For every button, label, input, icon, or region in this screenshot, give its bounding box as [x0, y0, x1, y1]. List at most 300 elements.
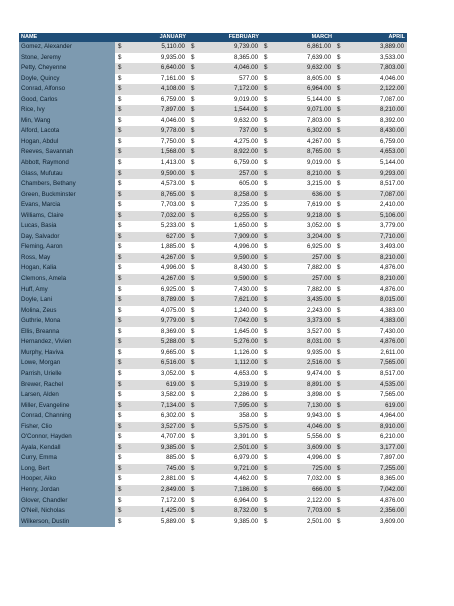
cell-currency-symbol: $ — [334, 137, 343, 148]
cell-currency-symbol: $ — [261, 95, 270, 106]
cell-currency-symbol: $ — [334, 358, 343, 369]
cell-jan-value: 8,369.00 — [124, 327, 188, 338]
cell-feb-value: 9,385.00 — [197, 517, 261, 528]
cell-feb-value: 4,046.00 — [197, 63, 261, 74]
cell-feb-value: 4,996.00 — [197, 242, 261, 253]
table-row — [19, 306, 407, 317]
cell-currency-symbol: $ — [115, 369, 124, 380]
cell-currency-symbol: $ — [188, 401, 197, 412]
cell-feb-value: 8,732.00 — [197, 506, 261, 517]
cell-currency-symbol: $ — [261, 453, 270, 464]
cell-mar-value: 636.00 — [270, 190, 334, 201]
cell-mar-value: 7,032.00 — [270, 474, 334, 485]
cell-name: Murphy, Haviva — [19, 348, 115, 359]
cell-apr-value: 6,210.00 — [343, 432, 407, 443]
cell-feb-value: 6,979.00 — [197, 453, 261, 464]
cell-feb-value: 7,172.00 — [197, 84, 261, 95]
cell-currency-symbol: $ — [334, 517, 343, 528]
cell-currency-symbol: $ — [261, 464, 270, 475]
table-row — [19, 285, 407, 296]
cell-apr-value: 3,493.00 — [343, 242, 407, 253]
cell-jan-value: 9,385.00 — [124, 443, 188, 454]
cell-currency-symbol: $ — [261, 485, 270, 496]
cell-currency-symbol: $ — [115, 158, 124, 169]
cell-jan-value: 4,707.00 — [124, 432, 188, 443]
cell-currency-symbol: $ — [261, 411, 270, 422]
cell-mar-value: 6,302.00 — [270, 126, 334, 137]
cell-currency-symbol: $ — [188, 137, 197, 148]
cell-currency-symbol: $ — [115, 443, 124, 454]
cell-feb-value: 7,235.00 — [197, 200, 261, 211]
table-row — [19, 496, 407, 507]
cell-currency-symbol: $ — [261, 443, 270, 454]
cell-feb-value: 257.00 — [197, 169, 261, 180]
cell-currency-symbol: $ — [188, 42, 197, 53]
cell-currency-symbol: $ — [115, 147, 124, 158]
cell-feb-value: 3,391.00 — [197, 432, 261, 443]
cell-currency-symbol: $ — [115, 84, 124, 95]
cell-apr-value: 2,356.00 — [343, 506, 407, 517]
cell-jan-value: 1,425.00 — [124, 506, 188, 517]
table-row — [19, 464, 407, 475]
table-row — [19, 337, 407, 348]
cell-feb-value: 7,430.00 — [197, 285, 261, 296]
cell-name: Doyle, Lani — [19, 295, 115, 306]
table-row — [19, 200, 407, 211]
cell-currency-symbol: $ — [334, 274, 343, 285]
cell-name: Stone, Jeremy — [19, 53, 115, 64]
table-row — [19, 358, 407, 369]
table-row — [19, 443, 407, 454]
cell-currency-symbol: $ — [334, 506, 343, 517]
cell-currency-symbol: $ — [261, 496, 270, 507]
cell-currency-symbol: $ — [188, 496, 197, 507]
table-row — [19, 105, 407, 116]
header-january: JANUARY — [115, 33, 188, 42]
cell-apr-value: 7,087.00 — [343, 95, 407, 106]
cell-apr-value: 7,710.00 — [343, 232, 407, 243]
cell-currency-symbol: $ — [188, 221, 197, 232]
cell-mar-value: 3,373.00 — [270, 316, 334, 327]
cell-feb-value: 8,430.00 — [197, 263, 261, 274]
cell-jan-value: 8,789.00 — [124, 295, 188, 306]
cell-currency-symbol: $ — [115, 401, 124, 412]
cell-currency-symbol: $ — [334, 95, 343, 106]
cell-currency-symbol: $ — [334, 53, 343, 64]
cell-currency-symbol: $ — [261, 200, 270, 211]
cell-feb-value: 9,739.00 — [197, 42, 261, 53]
cell-jan-value: 8,765.00 — [124, 190, 188, 201]
cell-currency-symbol: $ — [261, 390, 270, 401]
cell-currency-symbol: $ — [188, 190, 197, 201]
cell-name: Day, Salvador — [19, 232, 115, 243]
cell-currency-symbol: $ — [188, 337, 197, 348]
cell-jan-value: 6,925.00 — [124, 285, 188, 296]
cell-currency-symbol: $ — [261, 274, 270, 285]
cell-currency-symbol: $ — [334, 295, 343, 306]
table-row — [19, 295, 407, 306]
cell-apr-value: 4,964.00 — [343, 411, 407, 422]
cell-currency-symbol: $ — [261, 327, 270, 338]
header-row — [19, 33, 407, 42]
cell-feb-value: 605.00 — [197, 179, 261, 190]
cell-feb-value: 5,575.00 — [197, 422, 261, 433]
table-row — [19, 390, 407, 401]
table-row — [19, 411, 407, 422]
cell-name: Hogan, Kalia — [19, 263, 115, 274]
cell-name: Williams, Claire — [19, 211, 115, 222]
table-row — [19, 137, 407, 148]
cell-currency-symbol: $ — [188, 158, 197, 169]
cell-feb-value: 577.00 — [197, 74, 261, 85]
cell-currency-symbol: $ — [261, 158, 270, 169]
cell-apr-value: 8,392.00 — [343, 116, 407, 127]
cell-currency-symbol: $ — [115, 169, 124, 180]
cell-apr-value: 8,430.00 — [343, 126, 407, 137]
cell-currency-symbol: $ — [115, 42, 124, 53]
cell-name: Min, Wang — [19, 116, 115, 127]
table-row — [19, 221, 407, 232]
cell-currency-symbol: $ — [188, 485, 197, 496]
cell-currency-symbol: $ — [261, 295, 270, 306]
cell-jan-value: 4,267.00 — [124, 274, 188, 285]
cell-apr-value: 3,889.00 — [343, 42, 407, 53]
cell-apr-value: 2,122.00 — [343, 84, 407, 95]
cell-currency-symbol: $ — [115, 221, 124, 232]
cell-feb-value: 4,653.00 — [197, 369, 261, 380]
cell-currency-symbol: $ — [334, 422, 343, 433]
cell-currency-symbol: $ — [261, 432, 270, 443]
cell-mar-value: 7,703.00 — [270, 506, 334, 517]
cell-currency-symbol: $ — [115, 285, 124, 296]
cell-name: Lowe, Morgan — [19, 358, 115, 369]
cell-currency-symbol: $ — [115, 232, 124, 243]
table-row — [19, 147, 407, 158]
cell-currency-symbol: $ — [115, 200, 124, 211]
cell-jan-value: 7,161.00 — [124, 74, 188, 85]
header-march: MARCH — [261, 33, 334, 42]
cell-currency-symbol: $ — [115, 422, 124, 433]
cell-currency-symbol: $ — [334, 380, 343, 391]
cell-currency-symbol: $ — [188, 274, 197, 285]
cell-apr-value: 7,565.00 — [343, 390, 407, 401]
cell-currency-symbol: $ — [188, 253, 197, 264]
cell-jan-value: 4,996.00 — [124, 263, 188, 274]
cell-jan-value: 6,759.00 — [124, 95, 188, 106]
cell-feb-value: 9,590.00 — [197, 253, 261, 264]
cell-currency-symbol: $ — [334, 327, 343, 338]
cell-feb-value: 1,126.00 — [197, 348, 261, 359]
cell-jan-value: 3,527.00 — [124, 422, 188, 433]
cell-currency-symbol: $ — [334, 242, 343, 253]
cell-feb-value: 1,645.00 — [197, 327, 261, 338]
cell-currency-symbol: $ — [261, 358, 270, 369]
cell-mar-value: 6,861.00 — [270, 42, 334, 53]
cell-currency-symbol: $ — [188, 200, 197, 211]
cell-jan-value: 1,413.00 — [124, 158, 188, 169]
cell-currency-symbol: $ — [188, 179, 197, 190]
cell-currency-symbol: $ — [188, 348, 197, 359]
cell-currency-symbol: $ — [261, 137, 270, 148]
cell-feb-value: 7,186.00 — [197, 485, 261, 496]
cell-name: Gomez, Alexander — [19, 42, 115, 53]
table-row — [19, 517, 407, 528]
cell-currency-symbol: $ — [334, 84, 343, 95]
cell-mar-value: 9,943.00 — [270, 411, 334, 422]
cell-apr-value: 3,533.00 — [343, 53, 407, 64]
spreadsheet-table-region — [19, 33, 406, 527]
cell-currency-symbol: $ — [334, 285, 343, 296]
table-row — [19, 369, 407, 380]
cell-currency-symbol: $ — [115, 316, 124, 327]
cell-currency-symbol: $ — [334, 105, 343, 116]
cell-currency-symbol: $ — [115, 474, 124, 485]
cell-jan-value: 5,233.00 — [124, 221, 188, 232]
cell-currency-symbol: $ — [115, 327, 124, 338]
cell-currency-symbol: $ — [188, 169, 197, 180]
cell-currency-symbol: $ — [261, 517, 270, 528]
cell-currency-symbol: $ — [261, 506, 270, 517]
cell-currency-symbol: $ — [188, 453, 197, 464]
cell-apr-value: 7,042.00 — [343, 485, 407, 496]
cell-name: Lucas, Basia — [19, 221, 115, 232]
cell-currency-symbol: $ — [334, 147, 343, 158]
cell-feb-value: 1,240.00 — [197, 306, 261, 317]
cell-feb-value: 8,922.00 — [197, 147, 261, 158]
cell-apr-value: 4,876.00 — [343, 496, 407, 507]
table-row — [19, 42, 407, 53]
cell-currency-symbol: $ — [334, 63, 343, 74]
cell-feb-value: 8,365.00 — [197, 53, 261, 64]
table-row — [19, 211, 407, 222]
cell-mar-value: 6,964.00 — [270, 84, 334, 95]
cell-currency-symbol: $ — [261, 105, 270, 116]
cell-currency-symbol: $ — [188, 84, 197, 95]
table-row — [19, 432, 407, 443]
table-row — [19, 95, 407, 106]
cell-currency-symbol: $ — [188, 232, 197, 243]
cell-currency-symbol: $ — [261, 190, 270, 201]
cell-currency-symbol: $ — [188, 295, 197, 306]
cell-apr-value: 7,087.00 — [343, 190, 407, 201]
cell-name: Curry, Emma — [19, 453, 115, 464]
cell-jan-value: 9,935.00 — [124, 53, 188, 64]
cell-jan-value: 9,778.00 — [124, 126, 188, 137]
table-row — [19, 327, 407, 338]
cell-currency-symbol: $ — [188, 74, 197, 85]
cell-name: Petty, Cheyenne — [19, 63, 115, 74]
cell-name: Ross, May — [19, 253, 115, 264]
cell-apr-value: 4,383.00 — [343, 316, 407, 327]
header-name: NAME — [19, 33, 115, 42]
table-row — [19, 126, 407, 137]
cell-currency-symbol: $ — [115, 358, 124, 369]
cell-mar-value: 3,609.00 — [270, 443, 334, 454]
cell-currency-symbol: $ — [115, 432, 124, 443]
cell-name: Ellis, Breanna — [19, 327, 115, 338]
cell-currency-symbol: $ — [334, 348, 343, 359]
cell-currency-symbol: $ — [188, 380, 197, 391]
cell-apr-value: 7,255.00 — [343, 464, 407, 475]
cell-currency-symbol: $ — [115, 453, 124, 464]
cell-currency-symbol: $ — [261, 147, 270, 158]
cell-name: Huff, Amy — [19, 285, 115, 296]
cell-mar-value: 8,605.00 — [270, 74, 334, 85]
cell-currency-symbol: $ — [334, 306, 343, 317]
cell-currency-symbol: $ — [188, 432, 197, 443]
cell-name: Alford, Lacota — [19, 126, 115, 137]
cell-name: Chambers, Bethany — [19, 179, 115, 190]
cell-feb-value: 5,319.00 — [197, 380, 261, 391]
cell-currency-symbol: $ — [188, 242, 197, 253]
cell-feb-value: 7,909.00 — [197, 232, 261, 243]
cell-jan-value: 745.00 — [124, 464, 188, 475]
cell-jan-value: 627.00 — [124, 232, 188, 243]
cell-currency-symbol: $ — [334, 443, 343, 454]
table-row — [19, 179, 407, 190]
cell-jan-value: 6,640.00 — [124, 63, 188, 74]
cell-currency-symbol: $ — [188, 53, 197, 64]
cell-name: Parrish, Urielle — [19, 369, 115, 380]
cell-apr-value: 619.00 — [343, 401, 407, 412]
cell-currency-symbol: $ — [261, 369, 270, 380]
cell-feb-value: 4,462.00 — [197, 474, 261, 485]
cell-currency-symbol: $ — [261, 74, 270, 85]
cell-apr-value: 4,535.00 — [343, 380, 407, 391]
cell-currency-symbol: $ — [115, 63, 124, 74]
cell-currency-symbol: $ — [261, 116, 270, 127]
cell-mar-value: 5,556.00 — [270, 432, 334, 443]
cell-mar-value: 3,435.00 — [270, 295, 334, 306]
table-row — [19, 158, 407, 169]
table-row — [19, 253, 407, 264]
cell-currency-symbol: $ — [115, 242, 124, 253]
cell-currency-symbol: $ — [261, 179, 270, 190]
cell-apr-value: 4,876.00 — [343, 285, 407, 296]
cell-currency-symbol: $ — [115, 137, 124, 148]
cell-currency-symbol: $ — [188, 263, 197, 274]
cell-currency-symbol: $ — [261, 253, 270, 264]
cell-currency-symbol: $ — [115, 380, 124, 391]
cell-currency-symbol: $ — [188, 116, 197, 127]
cell-currency-symbol: $ — [188, 411, 197, 422]
cell-currency-symbol: $ — [334, 337, 343, 348]
table-row — [19, 380, 407, 391]
cell-mar-value: 7,639.00 — [270, 53, 334, 64]
cell-currency-symbol: $ — [334, 411, 343, 422]
cell-currency-symbol: $ — [188, 316, 197, 327]
cell-apr-value: 7,803.00 — [343, 63, 407, 74]
cell-jan-value: 885.00 — [124, 453, 188, 464]
cell-mar-value: 666.00 — [270, 485, 334, 496]
cell-currency-symbol: $ — [261, 422, 270, 433]
cell-currency-symbol: $ — [261, 242, 270, 253]
cell-currency-symbol: $ — [188, 95, 197, 106]
cell-jan-value: 5,889.00 — [124, 517, 188, 528]
cell-feb-value: 1,112.00 — [197, 358, 261, 369]
header-april: APRIL — [334, 33, 407, 42]
cell-jan-value: 4,108.00 — [124, 84, 188, 95]
cell-mar-value: 3,898.00 — [270, 390, 334, 401]
cell-currency-symbol: $ — [115, 116, 124, 127]
cell-currency-symbol: $ — [115, 253, 124, 264]
cell-currency-symbol: $ — [188, 211, 197, 222]
cell-currency-symbol: $ — [115, 179, 124, 190]
cell-name: Miller, Evangeline — [19, 401, 115, 412]
table-row — [19, 274, 407, 285]
cell-jan-value: 4,267.00 — [124, 253, 188, 264]
table-row — [19, 63, 407, 74]
cell-apr-value: 2,611.00 — [343, 348, 407, 359]
cell-currency-symbol: $ — [115, 506, 124, 517]
cell-name: Larsen, Alden — [19, 390, 115, 401]
cell-apr-value: 3,177.00 — [343, 443, 407, 454]
cell-name: Conrad, Channing — [19, 411, 115, 422]
cell-mar-value: 4,046.00 — [270, 422, 334, 433]
cell-feb-value: 9,632.00 — [197, 116, 261, 127]
table-row — [19, 84, 407, 95]
cell-currency-symbol: $ — [188, 390, 197, 401]
cell-jan-value: 5,288.00 — [124, 337, 188, 348]
cell-currency-symbol: $ — [261, 285, 270, 296]
cell-name: Hooper, Aiko — [19, 474, 115, 485]
cell-jan-value: 9,665.00 — [124, 348, 188, 359]
cell-mar-value: 7,619.00 — [270, 200, 334, 211]
cell-apr-value: 3,609.00 — [343, 517, 407, 528]
cell-currency-symbol: $ — [115, 390, 124, 401]
sales-table — [19, 33, 407, 527]
cell-currency-symbol: $ — [334, 485, 343, 496]
cell-currency-symbol: $ — [334, 432, 343, 443]
cell-jan-value: 2,849.00 — [124, 485, 188, 496]
cell-name: Hernandez, Vivien — [19, 337, 115, 348]
cell-feb-value: 6,964.00 — [197, 496, 261, 507]
cell-feb-value: 2,501.00 — [197, 443, 261, 454]
cell-currency-symbol: $ — [334, 496, 343, 507]
table-row — [19, 116, 407, 127]
cell-mar-value: 9,632.00 — [270, 63, 334, 74]
cell-mar-value: 9,935.00 — [270, 348, 334, 359]
cell-jan-value: 9,779.00 — [124, 316, 188, 327]
cell-currency-symbol: $ — [188, 147, 197, 158]
cell-currency-symbol: $ — [115, 295, 124, 306]
cell-currency-symbol: $ — [334, 42, 343, 53]
cell-currency-symbol: $ — [115, 105, 124, 116]
cell-currency-symbol: $ — [188, 105, 197, 116]
cell-name: Wilkerson, Dustin — [19, 517, 115, 528]
cell-currency-symbol: $ — [334, 158, 343, 169]
cell-apr-value: 4,653.00 — [343, 147, 407, 158]
cell-name: Long, Bert — [19, 464, 115, 475]
cell-feb-value: 5,276.00 — [197, 337, 261, 348]
cell-currency-symbol: $ — [261, 84, 270, 95]
cell-feb-value: 9,019.00 — [197, 95, 261, 106]
cell-mar-value: 9,474.00 — [270, 369, 334, 380]
cell-mar-value: 3,527.00 — [270, 327, 334, 338]
cell-currency-symbol: $ — [261, 53, 270, 64]
cell-currency-symbol: $ — [115, 496, 124, 507]
cell-currency-symbol: $ — [115, 485, 124, 496]
cell-apr-value: 8,210.00 — [343, 274, 407, 285]
cell-jan-value: 1,568.00 — [124, 147, 188, 158]
cell-apr-value: 7,430.00 — [343, 327, 407, 338]
cell-apr-value: 7,897.00 — [343, 453, 407, 464]
header-february: FEBRUARY — [188, 33, 261, 42]
table-row — [19, 453, 407, 464]
cell-name: Green, Buckminster — [19, 190, 115, 201]
table-row — [19, 74, 407, 85]
cell-mar-value: 9,019.00 — [270, 158, 334, 169]
